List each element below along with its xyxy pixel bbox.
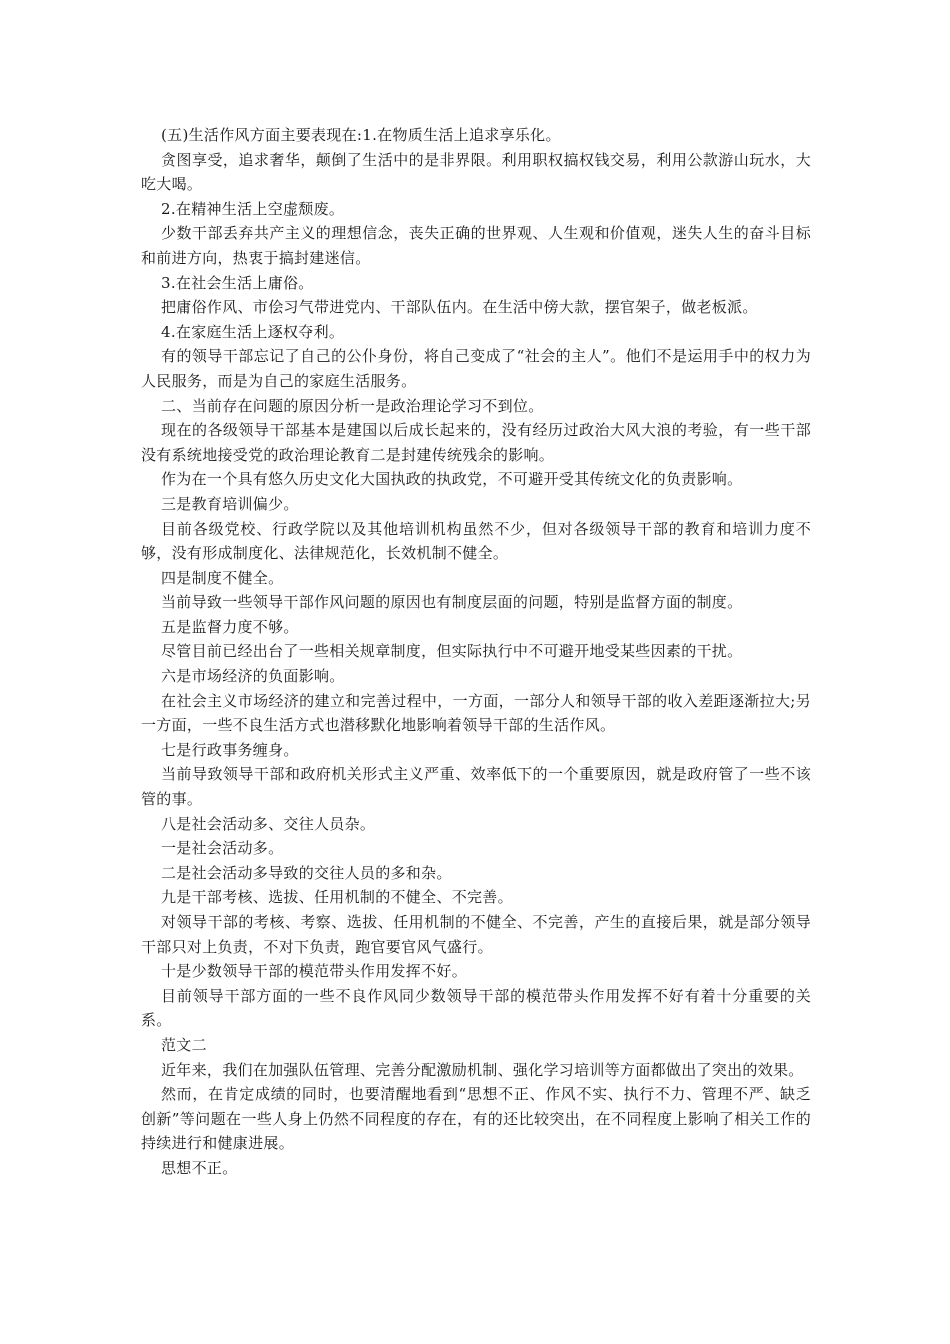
paragraph: 当前导致领导干部和政府机关形式主义严重、效率低下的一个重要原因，就是政府管了一些不该管的事。 [141,765,811,809]
paragraph: 九是干部考核、选拔、任用机制的不健全、不完善。 [161,888,513,907]
paragraph: 十是少数领导干部的模范带头作用发挥不好。 [161,962,468,981]
paragraph: 2.在精神生活上空虚颓废。 [161,199,345,218]
document-body [141,123,811,1181]
paragraph: 3.在社会生活上庸俗。 [161,273,314,292]
paragraph: 目前各级党校、行政学院以及其他培训机构虽然不少，但对各级领导干部的教育和培训力度不够，没有形成制度化、法律规范化，长效机制不健全。 [141,519,811,563]
paragraph: 八是社会活动多、交往人员杂。 [161,814,376,833]
paragraph: 六是市场经济的负面影响。 [161,667,345,686]
paragraph: 作为在一个具有悠久历史文化大国执政的执政党，不可避开受其传统文化的负责影响。 [161,470,743,489]
paragraph: 少数干部丢弃共产主义的理想信念，丧失正确的世界观、人生观和价值观，迷失人生的奋斗目标和前进方向，热衷于搞封建迷信。 [141,224,811,267]
paragraph: 4.在家庭生活上逐权夺利。 [161,322,345,341]
paragraph: 当前导致一些领导干部作风问题的原因也有制度层面的问题，特别是监督方面的制度。 [161,593,743,612]
paragraph: 目前领导干部方面的一些不良作风同少数领导干部的模范带头作用发挥不好有着十分重要的关系。 [141,986,811,1030]
paragraph: 贪图享受，追求奢华，颠倒了生活中的是非界限。利用职权搞权钱交易，利用公款游山玩水，大吃大喝。 [141,150,811,194]
paragraph: 近年来，我们在加强队伍管理、完善分配激励机制、强化学习培训等方面都做出了突出的效果。 [161,1060,804,1079]
paragraph: 二、当前存在问题的原因分析一是政治理论学习不到位。 [161,396,544,415]
paragraph: 七是行政事务缠身。 [161,740,299,759]
paragraph: 在社会主义市场经济的建立和完善过程中，一方面，一部分人和领导干部的收入差距逐渐拉大;另一方面，一些不良生活方式也潜移默化地影响着领导干部的生活作风。 [141,691,811,735]
paragraph: 四是制度不健全。 [161,568,284,587]
paragraph: 思想不正。 [161,1158,238,1177]
paragraph: 然而，在肯定成绩的同时，也要清醒地看到“思想不正、作风不实、执行不力、管理不严、缺乏创新”等问题在一些人身上仍然不同程度的存在，有的还比较突出，在不同程度上影响了相关工作的持续进行和健康进展。 [141,1085,811,1153]
section-heading: 范文二 [161,1035,207,1054]
paragraph: 对领导干部的考核、考察、选拔、任用机制的不健全、不完善，产生的直接后果，就是部分领导干部只对上负责，不对下负责，跑官要官风气盛行。 [141,913,811,956]
paragraph: 三是教育培训偏少。 [161,494,299,513]
paragraph: (五)生活作风方面主要表现在:1.在物质生活上追求享乐化。 [161,126,561,144]
paragraph: 二是社会活动多导致的交往人员的多和杂。 [161,863,452,882]
paragraph: 尽管目前已经出台了一些相关规章制度，但实际执行中不可避开地受某些因素的干扰。 [161,642,743,661]
paragraph: 五是监督力度不够。 [161,617,299,636]
paragraph: 有的领导干部忘记了自己的公仆身份，将自己变成了“社会的主人”。他们不是运用手中的权力为人民服务，而是为自己的家庭生活服务。 [141,347,811,390]
paragraph: 现在的各级领导干部基本是建国以后成长起来的，没有经历过政治大风大浪的考验，有一些干部没有系统地接受党的政治理论教育二是封建传统残余的影响。 [141,421,811,464]
paragraph: 一是社会活动多。 [161,839,284,858]
paragraph: 把庸俗作风、市侩习气带进党内、干部队伍内。在生活中傍大款，摆官架子，做老板派。 [161,298,758,317]
